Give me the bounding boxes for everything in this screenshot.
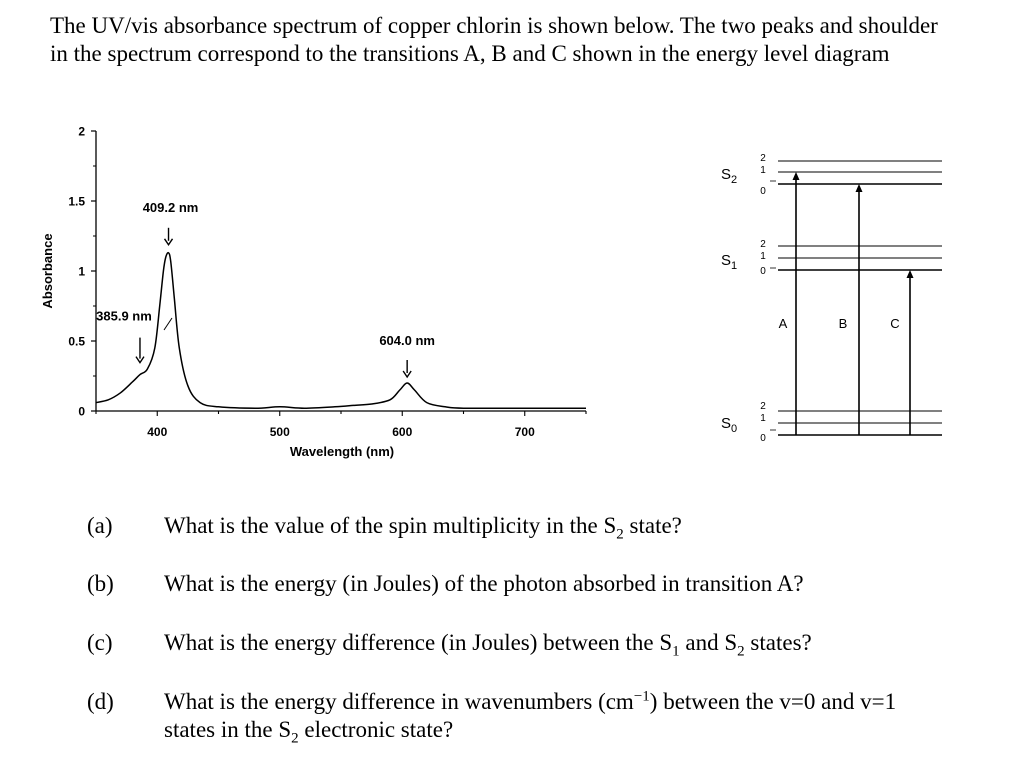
peak-annotation-label: 409.2 nm [142, 199, 199, 215]
vibrational-quantum-number: 2 [760, 401, 766, 412]
spectrum-chart [40, 125, 586, 460]
state-symbol: S [721, 252, 732, 269]
x-tick-label: 600 [392, 425, 413, 439]
y-axis-label: Absorbance [40, 233, 55, 309]
state-subscript: 2 [731, 174, 738, 186]
transition-label: A [778, 316, 788, 331]
peak-annotation-label: 385.9 nm [96, 308, 152, 324]
transition-label: C [890, 316, 900, 331]
question-label: (b) [87, 571, 114, 596]
question-text-part: What is the energy (in Joules) of the photon absorbed in transition A? [164, 571, 804, 596]
vibrational-quantum-number: 1 [760, 165, 766, 176]
x-ticks [96, 411, 586, 439]
question-text [164, 512, 944, 543]
vibrational-quantum-number: 2 [760, 153, 766, 164]
transition-label: B [838, 316, 848, 331]
question-text-part: What is the energy difference in wavenumbers (cm [164, 689, 634, 714]
question-text-part: and S [679, 630, 738, 655]
question-subscript: 1 [672, 643, 680, 660]
y-tick-label: 2 [78, 124, 85, 139]
question-text-part: ) between the v=0 and v=1 states in the S [164, 689, 897, 742]
transition-arrowhead [793, 172, 800, 180]
question-label: (a) [87, 513, 113, 538]
state-symbol: S [721, 166, 732, 183]
spectrum-line [96, 253, 586, 409]
question-text [164, 629, 944, 660]
question-text-part: What is the value of the spin multiplicity in the S [164, 513, 617, 538]
energy-level-diagram [721, 153, 942, 444]
x-tick-label: 500 [269, 425, 290, 439]
peak-annotation-label: 604.0 nm [379, 333, 435, 348]
vibrational-quantum-number: 1 [760, 413, 766, 424]
question-label: (c) [87, 630, 113, 655]
state-symbol: S [721, 415, 732, 432]
vibrational-quantum-number: 2 [760, 239, 766, 250]
shoulder-label-leader [164, 318, 172, 330]
question-text-part: What is the energy difference (in Joules) between the S [164, 630, 673, 655]
question-text-part: states? [744, 630, 812, 655]
question-subscript: 2 [737, 643, 745, 660]
y-tick-label: 1.5 [68, 194, 85, 209]
state-label [721, 166, 737, 186]
state-label [721, 415, 737, 435]
state-subscript: 1 [731, 260, 738, 272]
state-subscript: 0 [731, 423, 738, 435]
x-tick-label: 400 [147, 425, 168, 439]
intro-text: The UV/vis absorbance spectrum of copper chlorin is shown below. The two peaks and shoulder in the spectrum correspond to the transitions A, B and C shown in the energy level diagram [50, 13, 938, 66]
vibrational-quantum-number: 0 [760, 266, 766, 277]
state-labels [721, 166, 737, 435]
question-text [164, 688, 944, 747]
y-tick-label: 0 [78, 404, 85, 419]
question-text-part: state? [623, 513, 682, 538]
vibrational-quantum-number: 1 [760, 251, 766, 262]
x-tick-label: 700 [514, 425, 535, 439]
annotations [96, 200, 435, 377]
vib-labels [760, 153, 766, 444]
question-text [164, 570, 944, 598]
y-ticks [68, 125, 96, 419]
y-tick-label: 0.5 [68, 334, 85, 349]
transition-arrowhead [856, 184, 863, 192]
vibrational-quantum-number: 0 [760, 186, 766, 197]
transition-arrowhead [907, 270, 914, 278]
vibrational-quantum-number: 0 [760, 433, 766, 444]
y-tick-label: 1 [78, 264, 85, 279]
question-label: (d) [87, 689, 114, 714]
state-label [721, 252, 737, 272]
question-subscript: 2 [291, 730, 299, 747]
transition-arrows [779, 172, 914, 435]
x-axis-label: Wavelength (nm) [289, 444, 395, 459]
question-text-part: electronic state? [298, 717, 454, 742]
question-subscript: 2 [616, 526, 624, 543]
question-superscript: −1 [633, 688, 650, 705]
